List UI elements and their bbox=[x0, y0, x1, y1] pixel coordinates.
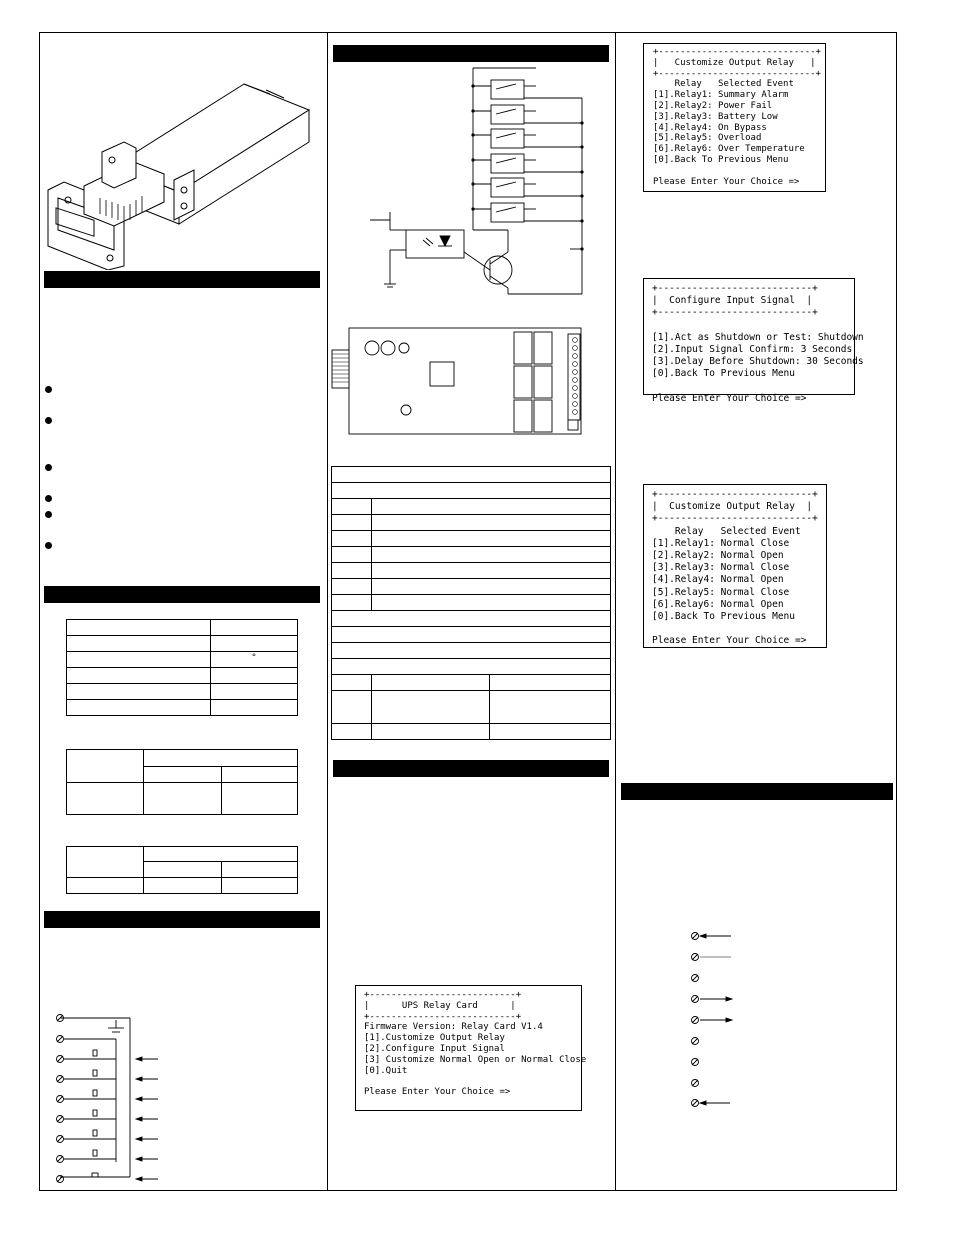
bullet bbox=[45, 417, 52, 424]
rating-table-2 bbox=[66, 846, 298, 894]
relay-circuit-diagram bbox=[360, 62, 600, 298]
terminal-signal-diagram bbox=[688, 926, 738, 1112]
arrow-icon bbox=[136, 1057, 158, 1181]
section-header-bar bbox=[44, 911, 320, 928]
terminal-assignment-table bbox=[331, 466, 611, 740]
bullet bbox=[45, 511, 52, 518]
section-header-bar bbox=[333, 760, 609, 777]
output-relay-events-text: +-----------------------------+ | Customize Output Relay | +-----------------------------+ Relay Selected Event [1].Relay1: Summary Alarm [2].Relay2: Power Fail [3].Relay3: Battery Low [4].Relay4: On Bypass [5].Relay5: Overload [6].Relay6: Over Temperature [0].Back To Previous Menu Please Enter Your Choice => bbox=[653, 47, 821, 187]
arrow-icon bbox=[700, 934, 732, 1105]
column-divider-2 bbox=[615, 32, 616, 1191]
bullet bbox=[45, 386, 52, 393]
bullet bbox=[45, 495, 52, 502]
section-header-bar bbox=[621, 783, 893, 800]
main-menu-text: +---------------------------+ | UPS Relay Card | +---------------------------+ Firmware Version: Relay Card V1.4 [1].Customize Output Relay [2].Configure Input Signal [3] Customize Normal Open or Normal Close [0].Quit Please Enter Your Choice => bbox=[364, 990, 587, 1098]
terminal-screw-icon bbox=[692, 933, 699, 1107]
terminal-pinout-diagram bbox=[50, 1012, 160, 1187]
bullet bbox=[45, 464, 52, 471]
section-header-bar bbox=[44, 271, 320, 288]
bullet bbox=[45, 542, 52, 549]
relay-card-illustration bbox=[44, 82, 324, 270]
relay-board-layout bbox=[330, 326, 586, 438]
rating-table-1 bbox=[66, 749, 298, 815]
input-signal-text: +---------------------------+ | Configure Input Signal | +---------------------------+ [1].Act as Shutdown or Test: Shutdown [2].Input Signal Confirm: 3 Seconds [3].Delay Before Shutdown: 30 Seconds [0].Back To Previous Menu Please Enter Your Choice => bbox=[652, 283, 864, 404]
terminal-screw-icon bbox=[57, 1015, 64, 1183]
main-menu-screen bbox=[355, 985, 587, 1111]
column-divider-1 bbox=[327, 32, 328, 1191]
degree-mark: ° bbox=[251, 653, 257, 663]
specification-table bbox=[66, 619, 298, 716]
section-header-bar bbox=[44, 586, 320, 603]
input-signal-screen bbox=[643, 278, 864, 404]
output-relay-nonc-screen bbox=[643, 484, 827, 648]
output-relay-events-screen bbox=[643, 43, 826, 192]
section-header-bar bbox=[333, 45, 609, 62]
output-relay-nonc-text: +---------------------------+ | Customize Output Relay | +---------------------------+ Relay Selected Event [1].Relay1: Normal Close [2].Relay2: Normal Open [3].Relay3: Normal Close [4].Relay4: Normal Open [5].Relay5: Normal Close [6].Relay6: Normal Open [0].Back To Previous Menu Please Enter Your Choice => bbox=[652, 489, 818, 647]
